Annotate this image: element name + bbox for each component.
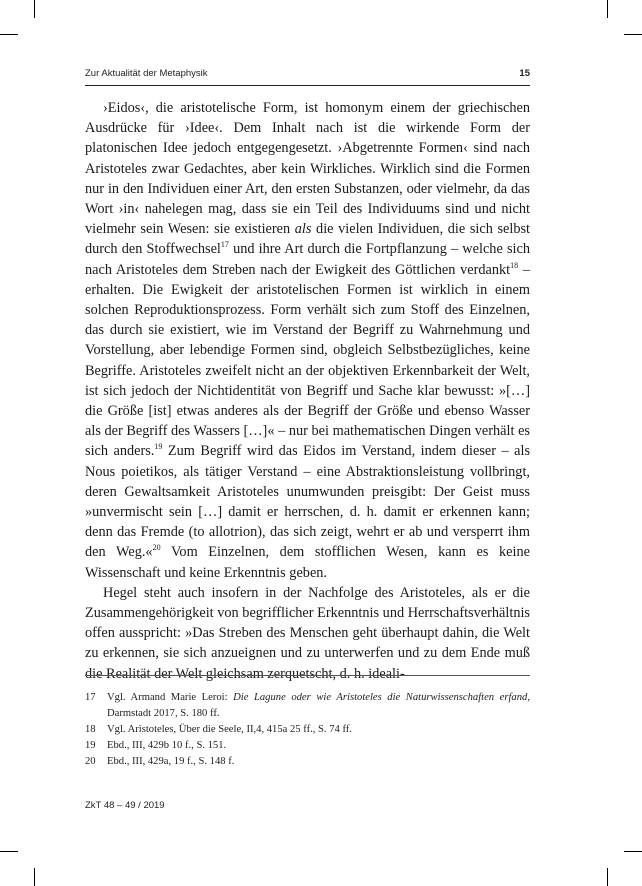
footnote-text: Vgl. Aristoteles, Über die Seele, II,4, 415a 25 ff., S. 74 ff. [107, 724, 352, 735]
running-head: Zur Aktualität der Metaphysik [85, 68, 208, 79]
footnote-text: Ebd., III, 429b 10 f., S. 151. [107, 740, 227, 751]
footnote-rule [85, 675, 530, 676]
footnote-ref[interactable]: 20 [152, 543, 161, 553]
crop-mark [624, 851, 642, 852]
crop-mark [34, 868, 35, 886]
footnote-number: 17 [85, 692, 96, 703]
footnote-ref[interactable]: 17 [220, 240, 229, 250]
footnote-number: 19 [85, 740, 96, 751]
crop-mark [0, 34, 18, 35]
crop-mark [34, 0, 35, 18]
footnote-text: Ebd., III, 429a, 19 f., S. 148 f. [107, 756, 235, 767]
footnote [85, 722, 530, 738]
footnote-ref[interactable]: 18 [510, 260, 519, 270]
footnotes [85, 690, 530, 770]
crop-mark [624, 34, 642, 35]
footnote [85, 690, 530, 722]
emphasis: als [294, 221, 312, 238]
crop-mark [607, 0, 608, 18]
paragraph: Hegel steht auch insofern in der Nachfolge des Aristoteles, als er die Zusammengehörigkeit von begrifflicher Erkenntnis und Herrschaftsverhältnis offen ausspricht: »Das Streben des Menschen geht überhaupt dahin, die Welt zu erkennen, sie sich anzueignen und zu unterwerfen und zu dem Ende muß die Realität der Welt gleichsam zerquetscht, d. h. ideali- [85, 584, 530, 682]
crop-mark [607, 868, 608, 886]
journal-footer: ZkT 48 – 49 / 2019 [85, 800, 165, 811]
body-text [85, 98, 530, 684]
paragraph: ›Eidos‹, die aristotelische Form, ist homonym einem der griechischen Ausdrücke für ›Idee‹. Dem Inhalt nach ist die wirkende Form der platonischen Idee jedoch entgegengesetzt. ›Abgetrennte Formen‹ sind nach Aristoteles zwar Gedachtes, aber kein Wirkliches. Wirklich sind die Formen nur in den Individuen einer Art, den ersten Substanzen, oder vielmehr, da das Wort ›in‹ nahelegen mag, dass sie ein Teil des Individuums sind und nicht vielmehr sein Wesen: sie existieren als die vielen Individuen, die sich selbst durch den Stoffwechsel$^{17}$ und ihre Art durch die Fortpflanzung – welche sich nach Aristoteles dem Streben nach der Ewigkeit des Göttlichen verdankt$^{18}$ – erhalten. Die Ewigkeit der aristotelischen Formen ist wirklich in einem solchen Reproduktionsprozess. Form verhält sich zum Stoff des Einzelnen, das durch sie existiert, wie im Verstand der Begriff zu Wahrnehmung und Vorstellung, aber lebendige Formen sind, obgleich Selbstbezügliches, keine Begriffe. Aristoteles zweifelt nicht an der objektiven Erkennbarkeit der Welt, ist sich jedoch der Nichtidentität von Begriff und Sache klar bewusst: »[…] die Größe [ist] etwas anderes als der Begriff der Größe und ebenso Wasser als der Begriff des Wassers […]« – nur bei mathematischen Dingen verhält es sich anders.$^{19}$ Zum Begriff wird das Eidos im Verstand, indem dieser – als Nous poietikos, als tätiger Verstand – eine Abstraktionsleistung vollbringt, deren Gewaltsamkeit Aristoteles unumwunden preisgibt: Der Geist muss »unvermischt sein […] damit er herrschen, d. h. damit er erkennen kann; denn das Fremde (to allotrion), das sich zeigt, wehrt er ab und versperrt ihm den Weg.«$^{20}$ Vom Einzelnen, dem stofflichen Wesen, kann es keine Wissenschaft und keine Erkenntnis geben. [85, 100, 531, 581]
footnote-ref[interactable]: 19 [154, 442, 163, 452]
footnote [85, 754, 530, 770]
footnote-number: 18 [85, 724, 96, 735]
footnote [85, 738, 530, 754]
crop-mark [0, 851, 18, 852]
page-number: 15 [519, 68, 530, 79]
page-header [85, 65, 530, 86]
footnote-text: Vgl. Armand Marie Leroi: Die Lagune oder wie Aristoteles die Naturwissenschaften erfand, Darmstadt 2017, S. 180 ff. [107, 692, 530, 719]
footnote-number: 20 [85, 756, 96, 767]
